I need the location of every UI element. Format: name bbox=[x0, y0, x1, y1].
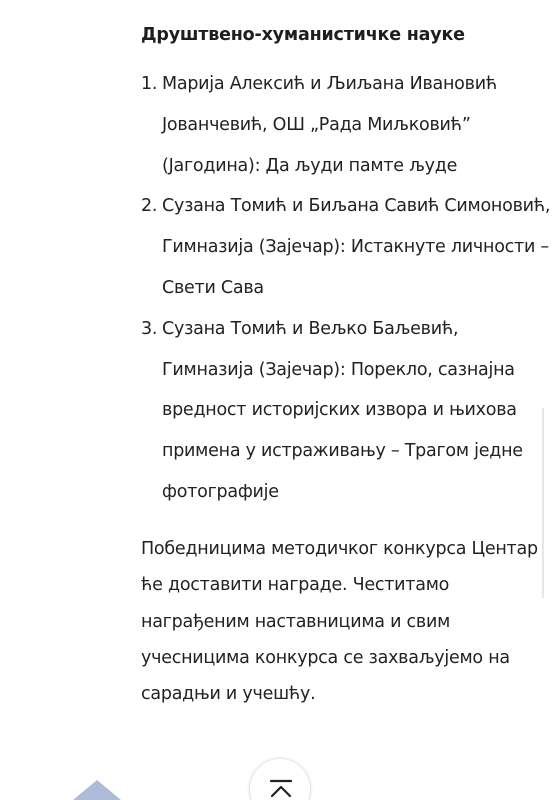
list-item-line: Свети Сава bbox=[162, 277, 264, 298]
paragraph-line: награђеним наставницима и свим bbox=[141, 611, 451, 632]
list-item-line: Гимназија (Зајечар): Истакнуте личности – bbox=[162, 237, 549, 258]
list-item-line: фотографије bbox=[162, 481, 279, 502]
paragraph-line: Победницима методичког конкурса Центар bbox=[141, 538, 538, 559]
list-item-line: (Јагодина): Да људи памте људе bbox=[162, 155, 458, 176]
chevron-up-bar-icon bbox=[269, 779, 293, 800]
paragraph-line: ће доставити награде. Честитамо bbox=[141, 575, 450, 596]
corner-shape[interactable] bbox=[73, 780, 121, 800]
list-item-line: примена у истраживању – Трагом једне bbox=[162, 441, 523, 462]
list-item bbox=[162, 309, 546, 513]
awards-list bbox=[141, 64, 551, 513]
list-item-line: Марија Алексић и Љиљана Ивановић bbox=[162, 74, 497, 94]
closing-paragraph bbox=[141, 531, 546, 713]
scrollbar-track[interactable] bbox=[542, 408, 544, 598]
list-item-line: Сузана Томић и Биљана Савић Симоновић, bbox=[162, 196, 551, 217]
list-item-line: Јованчевић, ОШ „Рада Миљковић” bbox=[162, 114, 471, 135]
list-item bbox=[162, 186, 551, 308]
article-content bbox=[141, 20, 551, 713]
back-to-top-button[interactable] bbox=[249, 758, 311, 800]
list-item-line: Сузана Томић и Вељко Баљевић, bbox=[162, 318, 459, 339]
list-item-line: вредност историјских извора и њихова bbox=[162, 400, 517, 421]
paragraph-line: учесницима конкурса се захваљујемо на bbox=[141, 647, 510, 668]
section-heading: Друштвено-хуманистичке науке bbox=[141, 25, 465, 45]
paragraph-line: сарадњи и учешћу. bbox=[141, 684, 316, 705]
list-item-line: Гимназија (Зајечар): Порекло, сазнајна bbox=[162, 359, 515, 380]
list-item bbox=[162, 64, 546, 186]
